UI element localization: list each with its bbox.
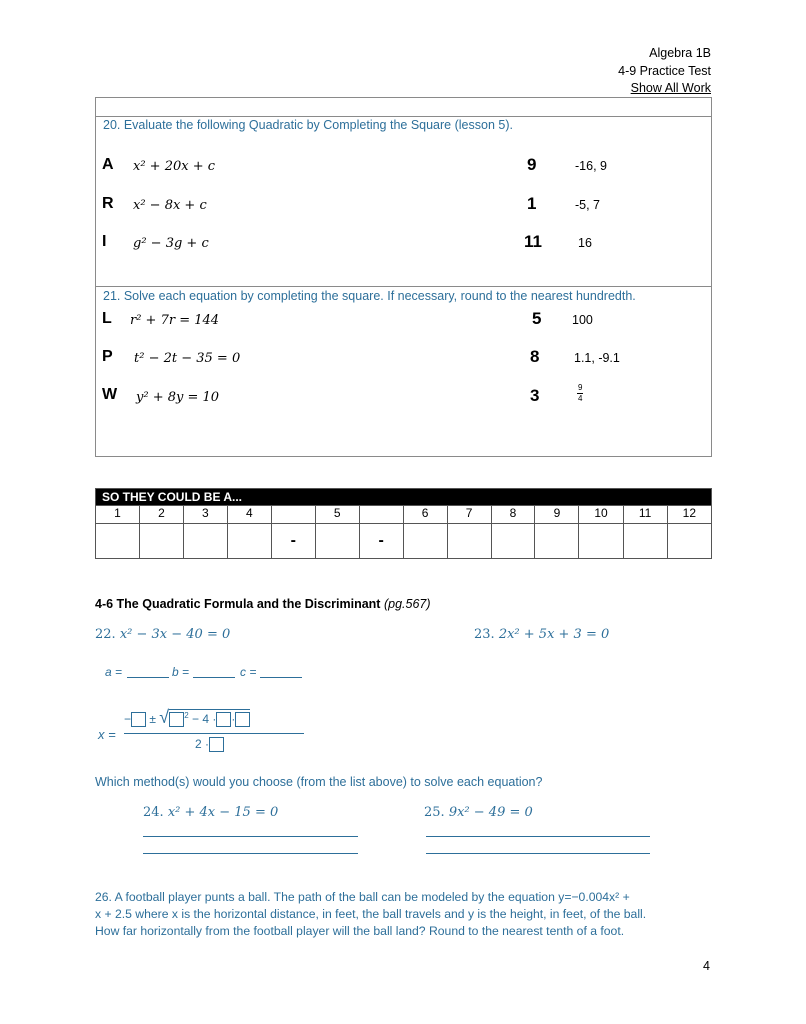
formula-box-c[interactable] xyxy=(235,712,250,727)
section-title xyxy=(95,597,431,611)
q20-letter: I xyxy=(102,233,107,250)
riddle-number-cell: 6 xyxy=(403,506,447,524)
coef-b-label: b = xyxy=(172,665,190,679)
riddle-number-cell: 8 xyxy=(491,506,535,524)
riddle-blank-cell[interactable] xyxy=(315,524,359,559)
q21-fraction xyxy=(577,383,583,404)
riddle-number-cell: 5 xyxy=(315,506,359,524)
q24-number: 24. xyxy=(143,805,164,820)
riddle-number-cell: 4 xyxy=(227,506,271,524)
coef-a-blank[interactable] xyxy=(127,677,169,678)
q21-expression: r² + 7r = 144 xyxy=(130,313,220,328)
coef-c-blank[interactable] xyxy=(260,677,302,678)
q21-answer-number: 8 xyxy=(530,347,540,366)
riddle-blank-cell[interactable] xyxy=(667,524,711,559)
formula-two: 2 · xyxy=(195,737,210,751)
q24-expression: x² + 4x − 15 = 0 xyxy=(167,805,279,820)
riddle-blank-cell[interactable] xyxy=(535,524,579,559)
riddle-blank-cell[interactable] xyxy=(183,524,227,559)
fraction-denominator: 4 xyxy=(578,394,583,403)
riddle-number-cell: 12 xyxy=(667,506,711,524)
q21-expression: y² + 8y = 10 xyxy=(136,390,220,405)
q21-letter: W xyxy=(102,386,118,403)
q20-answer-value: -5, 7 xyxy=(575,198,601,212)
formula-four: − 4 · xyxy=(191,712,217,726)
riddle-blank-cell[interactable] xyxy=(623,524,667,559)
q20-answer-number: 11 xyxy=(524,232,542,251)
riddle-number-cell: 10 xyxy=(579,506,623,524)
q20-letter: A xyxy=(102,156,114,173)
q24-answer-line[interactable] xyxy=(143,836,358,837)
divider xyxy=(96,116,711,117)
fraction-numerator: 9 xyxy=(578,383,583,392)
riddle-blank-cell[interactable] xyxy=(139,524,183,559)
q21-letter: P xyxy=(102,348,113,365)
test-title: 4-9 Practice Test xyxy=(618,63,711,78)
riddle-number-cell: 9 xyxy=(535,506,579,524)
q25-number: 25. xyxy=(424,805,445,820)
q22-number: 22. xyxy=(95,627,116,642)
q26-line: How far horizontally from the football player will the ball land? Round to the nearest tenth of a foot. xyxy=(95,924,625,938)
q22 xyxy=(95,627,230,642)
header-block xyxy=(618,45,711,98)
q25-expression: 9x² − 49 = 0 xyxy=(448,805,533,820)
riddle-number-cell xyxy=(271,506,315,524)
q23-expression: 2x² + 5x + 3 = 0 xyxy=(498,627,610,642)
q23 xyxy=(474,627,609,642)
formula-plus-minus: ± xyxy=(149,712,156,726)
q26-line: 26. A football player punts a ball. The path of the ball can be modeled by the equation y=−0.004x² + xyxy=(95,890,630,904)
q21-answer-value: 100 xyxy=(572,313,593,327)
q22-expression: x² − 3x − 40 = 0 xyxy=(119,627,231,642)
formula-exponent: 2 xyxy=(184,711,189,720)
formula-box-a2[interactable] xyxy=(209,737,224,752)
q21-prompt: 21. Solve each equation by completing the square. If necessary, round to the nearest hundredth. xyxy=(103,289,636,303)
riddle-number-cell: 2 xyxy=(139,506,183,524)
q23-number: 23. xyxy=(474,627,495,642)
sqrt-symbol-icon: √ xyxy=(159,707,170,727)
q21-answer-number: 5 xyxy=(532,309,542,328)
riddle-blank-cell[interactable] xyxy=(579,524,623,559)
q20-answer-value: -16, 9 xyxy=(575,159,607,173)
riddle-number-cell: 3 xyxy=(183,506,227,524)
section-title-italic: (pg.567) xyxy=(383,597,431,611)
formula-denominator xyxy=(195,737,224,752)
q21-answer-value: 1.1, -9.1 xyxy=(574,351,620,365)
riddle-number-cell: 11 xyxy=(623,506,667,524)
fraction-bar xyxy=(124,733,304,734)
course-title: Algebra 1B xyxy=(649,46,711,60)
riddle-blank-cell[interactable]: - xyxy=(359,524,403,559)
formula-x-label: x = xyxy=(98,727,116,742)
riddle-blank-cell[interactable] xyxy=(227,524,271,559)
coef-c-label: c = xyxy=(240,665,257,679)
q25-answer-line[interactable] xyxy=(426,836,650,837)
q20-expression: g² − 3g + c xyxy=(133,236,209,251)
q21-expression: t² − 2t − 35 = 0 xyxy=(134,351,241,366)
radicand: $^2$ − 4 · · xyxy=(169,709,250,726)
riddle-blank-cell[interactable] xyxy=(96,524,140,559)
coef-b-blank[interactable] xyxy=(193,677,235,678)
instruction: Show All Work xyxy=(630,81,711,95)
riddle-table xyxy=(95,488,712,559)
formula-box-b[interactable] xyxy=(131,712,146,727)
formula-numerator xyxy=(124,707,250,728)
section-title-bold: 4-6 The Quadratic Formula and the Discriminant xyxy=(95,597,381,611)
formula-box-b2[interactable] xyxy=(169,712,184,727)
q21-answer-number: 3 xyxy=(530,386,540,405)
q26-line: x + 2.5 where x is the horizontal distance, in feet, the ball travels and y is the height, in feet, of the ball. xyxy=(95,907,647,921)
formula-minus: − xyxy=(124,712,132,726)
riddle-title: SO THEY COULD BE A... xyxy=(96,489,712,506)
q24 xyxy=(143,805,278,820)
q26 xyxy=(95,889,715,940)
q24-answer-line[interactable] xyxy=(143,853,358,854)
q21-letter: L xyxy=(102,310,112,327)
method-prompt: Which method(s) would you choose (from the list above) to solve each equation? xyxy=(95,775,543,789)
riddle-blank-cell[interactable]: - xyxy=(271,524,315,559)
riddle-blank-cell[interactable] xyxy=(491,524,535,559)
q25 xyxy=(424,805,533,820)
riddle-number-cell: 1 xyxy=(96,506,140,524)
coef-a-label: a = xyxy=(105,665,123,679)
q20-answer-number: 1 xyxy=(527,194,537,213)
q20-answer-value: 16 xyxy=(578,236,592,250)
riddle-number-cell: 7 xyxy=(447,506,491,524)
riddle-number-cell xyxy=(359,506,403,524)
q25-answer-line[interactable] xyxy=(426,853,650,854)
riddle-blank-cell[interactable] xyxy=(447,524,491,559)
formula-box-a[interactable] xyxy=(216,712,231,727)
q20-expression: x² − 8x + c xyxy=(133,198,207,213)
q20-prompt: 20. Evaluate the following Quadratic by Completing the Square (lesson 5). xyxy=(103,118,513,132)
page-number: 4 xyxy=(703,959,710,973)
q20-letter: R xyxy=(102,195,114,212)
riddle-blank-cell[interactable] xyxy=(403,524,447,559)
q20-answer-number: 9 xyxy=(527,155,537,174)
divider xyxy=(96,286,711,287)
q20-expression: x² + 20x + c xyxy=(133,159,216,174)
